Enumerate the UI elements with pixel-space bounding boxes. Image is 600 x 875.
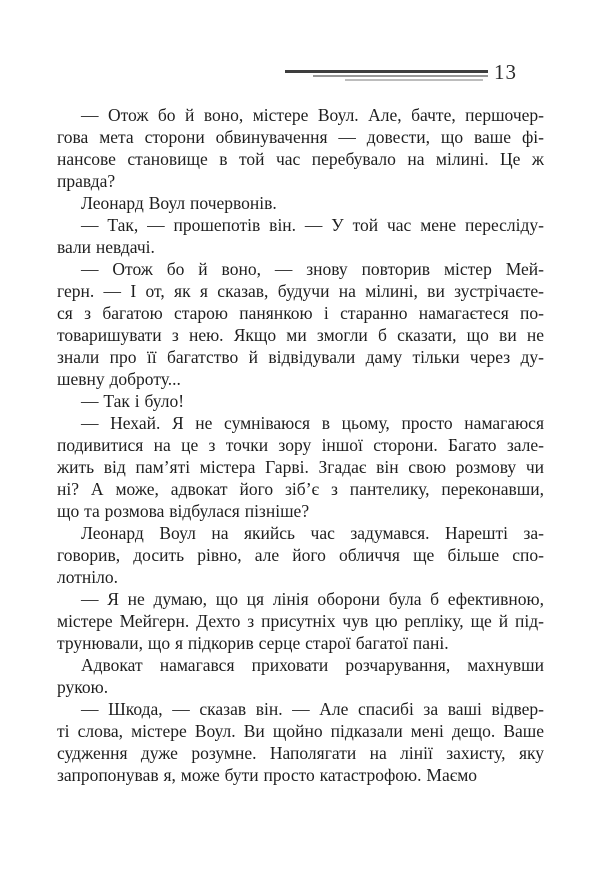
text-line: — Так, — прошепотів він. — У той час мене пересліду- xyxy=(81,215,544,235)
text-line: нансове становище в той час перебувало на мілині. Це ж xyxy=(57,149,544,169)
paragraph xyxy=(57,412,544,522)
text-line: правда? xyxy=(57,171,116,191)
text-line: — Так і було! xyxy=(81,391,185,411)
text-line: Леонард Воул почервонів. xyxy=(81,193,277,213)
paragraph xyxy=(57,698,544,786)
page-header xyxy=(0,0,600,100)
text-line: подивитися на це з точки зору іншої сторони. Багато зале- xyxy=(57,435,544,455)
text-line: говорив, досить рівно, але його обличчя ще більше спо- xyxy=(57,545,544,565)
text-line: ся з багатою старою панянкою і старанно намагаєтеся по- xyxy=(57,303,544,323)
header-divider-rule-mid xyxy=(313,75,488,77)
text-line: гова мета сторони обвинувачення — довести, що ваше фі- xyxy=(57,127,544,147)
text-line: — Нехай. Я не сумніваюся в цьому, просто намагаюся xyxy=(81,413,544,433)
header-divider-rule-dark xyxy=(285,70,488,73)
paragraph xyxy=(57,390,544,412)
text-line: ні? А може, адвокат його зіб’є з пантелику, переконавши, xyxy=(57,479,544,499)
paragraph xyxy=(57,104,544,192)
text-line: — Отож бо й воно, — знову повторив містер Мей- xyxy=(81,259,544,279)
text-line: рукою. xyxy=(57,677,109,697)
paragraph xyxy=(57,192,544,214)
paragraph xyxy=(57,654,544,698)
text-line: герн. — І от, як я сказав, будучи на мілині, ви зустрічаєте- xyxy=(57,281,544,301)
text-line: — Я не думаю, що ця лінія оборони була б ефективною, xyxy=(81,589,544,609)
text-line: Адвокат намагався приховати розчарування, махнувши xyxy=(81,655,544,675)
text-line: що та розмова відбулася пізніше? xyxy=(57,501,310,521)
text-line: лотніло. xyxy=(57,567,118,587)
paragraph xyxy=(57,258,544,390)
paragraph xyxy=(57,214,544,258)
text-line: товаришувати з нею. Якщо ми змогли б сказати, що ви не xyxy=(57,325,544,345)
header-divider-rule-light xyxy=(345,79,483,81)
page-number: 13 xyxy=(494,60,517,84)
text-line: запропонував я, може бути просто катастрофою. Маємо xyxy=(57,765,478,785)
text-line: Леонард Воул на якийсь час задумався. Нарешті за- xyxy=(81,523,544,543)
text-line: — Отож бо й воно, містере Воул. Але, бачте, першочер- xyxy=(81,105,544,125)
page-text xyxy=(57,104,544,786)
text-line: судження дуже розумне. Наполягати на лінії захисту, яку xyxy=(57,743,544,763)
text-line: трунювали, що я підкорив серце старої багатої пані. xyxy=(57,633,449,653)
text-line: шевну доброту... xyxy=(57,369,181,389)
text-line: жить від пам’яті містера Гарві. Згадає він свою розмову чи xyxy=(57,457,544,477)
text-line: ті слова, містере Воул. Ви щойно підказали мені дещо. Ваше xyxy=(57,721,544,741)
text-line: вали невдачі. xyxy=(57,237,155,257)
text-line: знали про її багатство й відвідували даму тільки через ду- xyxy=(57,347,544,367)
text-line: — Шкода, — сказав він. — Але спасибі за ваші відвер- xyxy=(81,699,544,719)
paragraph xyxy=(57,522,544,588)
paragraph xyxy=(57,588,544,654)
text-line: містере Мейгерн. Дехто з присутніх чув цю репліку, ще й під- xyxy=(57,611,544,631)
